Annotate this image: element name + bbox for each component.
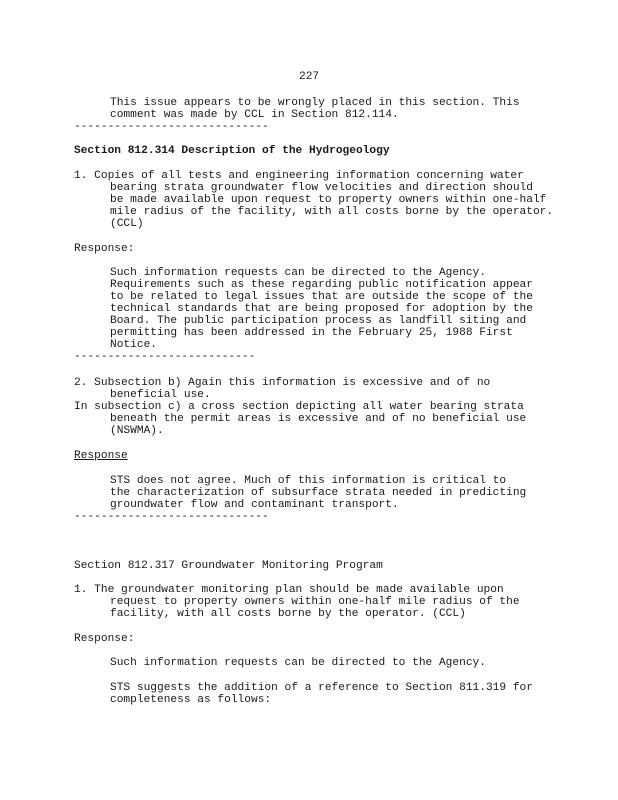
divider: ----------------------------- [74,511,269,523]
section-heading-314: Section 812.314 Description of the Hydrogeology [74,145,390,157]
comment-line: beneficial use. [110,389,211,401]
comment-line: mile radius of the facility, with all costs borne by the operator. [110,206,554,218]
comment-line: 1. Copies of all tests and engineering information concerning water [74,170,524,182]
comment-line: beneath the permit areas is excessive and of no beneficial use [110,413,527,425]
response-line: permitting has been addressed in the February 25, 1988 First [110,327,513,339]
response-line: Such information requests can be directed to the Agency. [110,657,486,669]
response-line: Such information requests can be directed to the Agency. [110,267,486,279]
response-label: Response [74,450,128,462]
comment-line: facility, with all costs borne by the operator. (CCL) [110,608,466,620]
response-line: Notice. [110,339,157,351]
intro-line: comment was made by CCL in Section 812.114. [110,109,399,121]
response-line: groundwater flow and contaminant transport. [110,499,399,511]
comment-line: In subsection c) a cross section depicting all water bearing strata [74,401,524,413]
comment-line: request to property owners within one-half mile radius of the [110,596,520,608]
response-line: STS suggests the addition of a reference to Section 811.319 for [110,682,533,694]
page-number: 227 [299,71,320,83]
response-label: Response: [74,243,135,255]
section-heading-317: Section 812.317 Groundwater Monitoring Program [74,560,383,572]
response-line: Requirements such as these regarding public notification appear [110,279,533,291]
comment-line: bearing strata groundwater flow velocities and direction should [110,182,533,194]
comment-line: 1. The groundwater monitoring plan should be made available upon [74,584,504,596]
response-line: the characterization of subsurface strata needed in predicting [110,487,527,499]
comment-line: 2. Subsection b) Again this information is excessive and of no [74,377,491,389]
response-line: Board. The public participation process as landfill siting and [110,315,527,327]
response-label: Response: [74,633,135,645]
response-line: STS does not agree. Much of this information is critical to [110,475,507,487]
comment-line: (NSWMA). [110,425,164,437]
response-line: completeness as follows: [110,694,272,706]
comment-line: be made available upon request to property owners within one-half [110,194,547,206]
divider: --------------------------- [74,351,256,363]
response-line: to be related to legal issues that are outside the scope of the [110,291,533,303]
response-line: technical standards that are being proposed for adoption by the [110,303,533,315]
divider: ----------------------------- [74,121,269,133]
comment-line: (CCL) [110,218,144,230]
intro-line: This issue appears to be wrongly placed in this section. This [110,97,520,109]
